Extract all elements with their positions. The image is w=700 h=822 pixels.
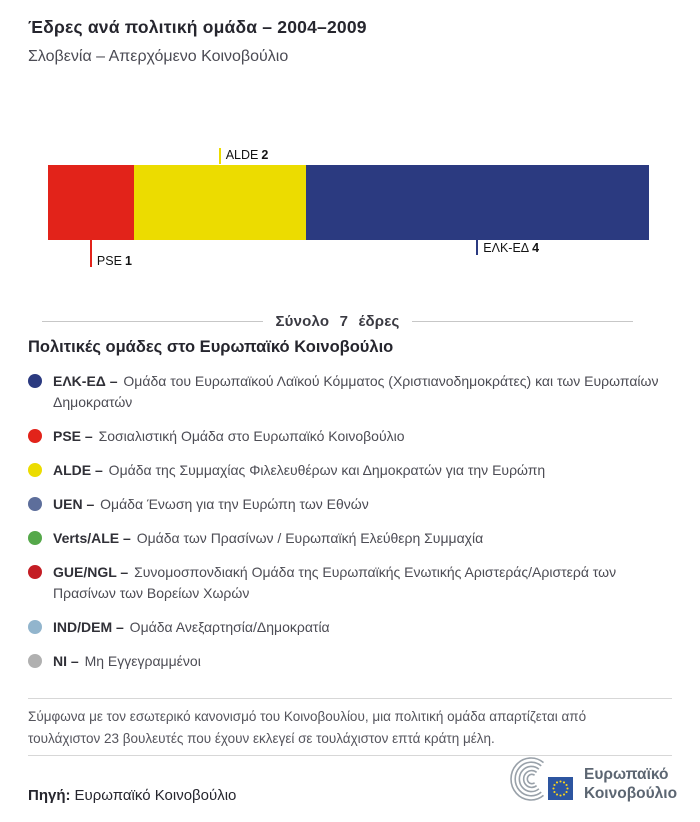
legend-item-abbr: ALDE – <box>53 462 103 478</box>
legend-color-dot <box>28 497 42 511</box>
legend-color-dot <box>28 620 42 634</box>
legend-item-abbr: IND/DEM – <box>53 619 124 635</box>
legend-item-text: Verts/ALE – Ομάδα των Πρασίνων / Ευρωπαϊκή Ελεύθερη Συμμαχία <box>53 530 484 546</box>
legend-item-3 <box>28 494 664 515</box>
source-line <box>28 787 236 804</box>
seats-bar-chart <box>48 148 649 268</box>
callout-PSE <box>90 240 132 267</box>
legend-color-dot <box>28 565 42 579</box>
legend-item-text: IND/DEM – Ομάδα Ανεξαρτησία/Δημοκρατία <box>53 619 330 635</box>
legend-item-2 <box>28 460 664 481</box>
callout-ΕΛΚ-ΕΔ <box>476 240 539 255</box>
eu-star <box>566 791 568 793</box>
legend-color-dot <box>28 374 42 388</box>
european-parliament-logo <box>510 757 690 817</box>
eu-star <box>563 794 565 796</box>
hemicycle-flag-icon <box>510 757 574 805</box>
callout-label-ΕΛΚ-ΕΔ: ΕΛΚ-ΕΔ 4 <box>483 241 540 255</box>
eu-star <box>556 781 558 783</box>
total-seats-label: Σύνολο 7 έδρες <box>275 313 400 330</box>
legend-item-4 <box>28 528 664 549</box>
eu-star <box>553 791 555 793</box>
footnote-text: Σύμφωνα με τον εσωτερικό κανονισμό του Κοινοβουλίου, μια πολιτική ομάδα απαρτίζεται από τουλάχιστον 23 βουλευτές που έχουν εκλεγεί σε τουλάχιστον επτά κράτη μέλη. <box>28 709 587 746</box>
legend-list <box>28 371 664 685</box>
legend-item-text: UEN – Ομάδα Ένωση για την Ευρώπη των Εθνών <box>53 496 369 512</box>
bar-segment-ALDE[interactable] <box>134 165 306 240</box>
legend-heading: Πολιτικές ομάδες στο Ευρωπαϊκό Κοινοβούλιο <box>28 338 394 356</box>
eu-star <box>556 794 558 796</box>
eu-star <box>559 780 561 782</box>
callout-ALDE <box>219 148 269 164</box>
source-label: Πηγή: <box>28 787 71 804</box>
eu-star <box>566 787 568 789</box>
source-value: Ευρωπαϊκό Κοινοβούλιο <box>74 787 237 804</box>
hemicycle-arcs <box>511 758 543 800</box>
logo-line-2: Κοινοβούλιο <box>584 785 678 802</box>
bar-segment-PSE[interactable] <box>48 165 134 240</box>
callout-tick-ΕΛΚ-ΕΔ <box>476 240 478 255</box>
eu-star <box>566 784 568 786</box>
eu-star <box>559 794 561 796</box>
legend-item-text: NI – Μη Εγγεγραμμένοι <box>53 653 201 669</box>
eu-star <box>552 787 554 789</box>
legend-item-text: ΕΛΚ-ΕΔ – Ομάδα του Ευρωπαϊκού Λαϊκού Κόμματος (Χριστιανοδημοκράτες) και των Ευρωπαίων Δημοκρατών <box>53 373 659 410</box>
legend-item-text: PSE – Σοσιαλιστική Ομάδα στο Ευρωπαϊκό Κοινοβούλιο <box>53 428 405 444</box>
divider-line-left <box>42 321 263 322</box>
callout-tick-PSE <box>90 240 92 267</box>
logo-wordmark <box>584 765 677 817</box>
legend-item-5 <box>28 562 664 604</box>
total-seats-divider <box>42 313 633 330</box>
legend-color-dot <box>28 429 42 443</box>
footnote-divider-top <box>28 698 672 699</box>
page-subtitle: Σλοβενία – Απερχόμενο Κοινοβούλιο <box>28 48 289 65</box>
divider-line-right <box>412 321 633 322</box>
callout-label-ALDE: ALDE 2 <box>225 148 269 162</box>
eu-star <box>563 781 565 783</box>
legend-item-6 <box>28 617 664 638</box>
logo-line-1: Ευρωπαϊκό <box>584 766 669 783</box>
page-title: Έδρες ανά πολιτική ομάδα – 2004–2009 <box>28 17 367 37</box>
legend-item-abbr: Verts/ALE – <box>53 530 131 546</box>
callout-label-PSE: PSE 1 <box>96 254 132 268</box>
legend-item-abbr: NI – <box>53 653 79 669</box>
legend-color-dot <box>28 654 42 668</box>
bar-segment-ΕΛΚ-ΕΔ[interactable] <box>306 165 649 240</box>
legend-item-text: ALDE – Ομάδα της Συμμαχίας Φιλελευθέρων και Δημοκρατών για την Ευρώπη <box>53 462 546 478</box>
legend-item-text: GUE/NGL – Συνομοσπονδιακή Ομάδα της Ευρωπαϊκής Ενωτικής Αριστεράς/Αριστερά των Πρασίνων των Βορείων Χωρών <box>53 564 617 601</box>
legend-item-1 <box>28 426 664 447</box>
legend-color-dot <box>28 463 42 477</box>
legend-item-abbr: GUE/NGL – <box>53 564 129 580</box>
legend-item-7 <box>28 651 664 672</box>
footnote-divider-bottom <box>28 755 672 756</box>
callout-tick-ALDE <box>219 148 221 164</box>
legend-item-abbr: ΕΛΚ-ΕΔ – <box>53 373 118 389</box>
legend-item-abbr: UEN – <box>53 496 95 512</box>
eu-star <box>553 784 555 786</box>
legend-color-dot <box>28 531 42 545</box>
stacked-bar <box>48 165 649 240</box>
legend-item-abbr: PSE – <box>53 428 93 444</box>
legend-item-0 <box>28 371 664 413</box>
